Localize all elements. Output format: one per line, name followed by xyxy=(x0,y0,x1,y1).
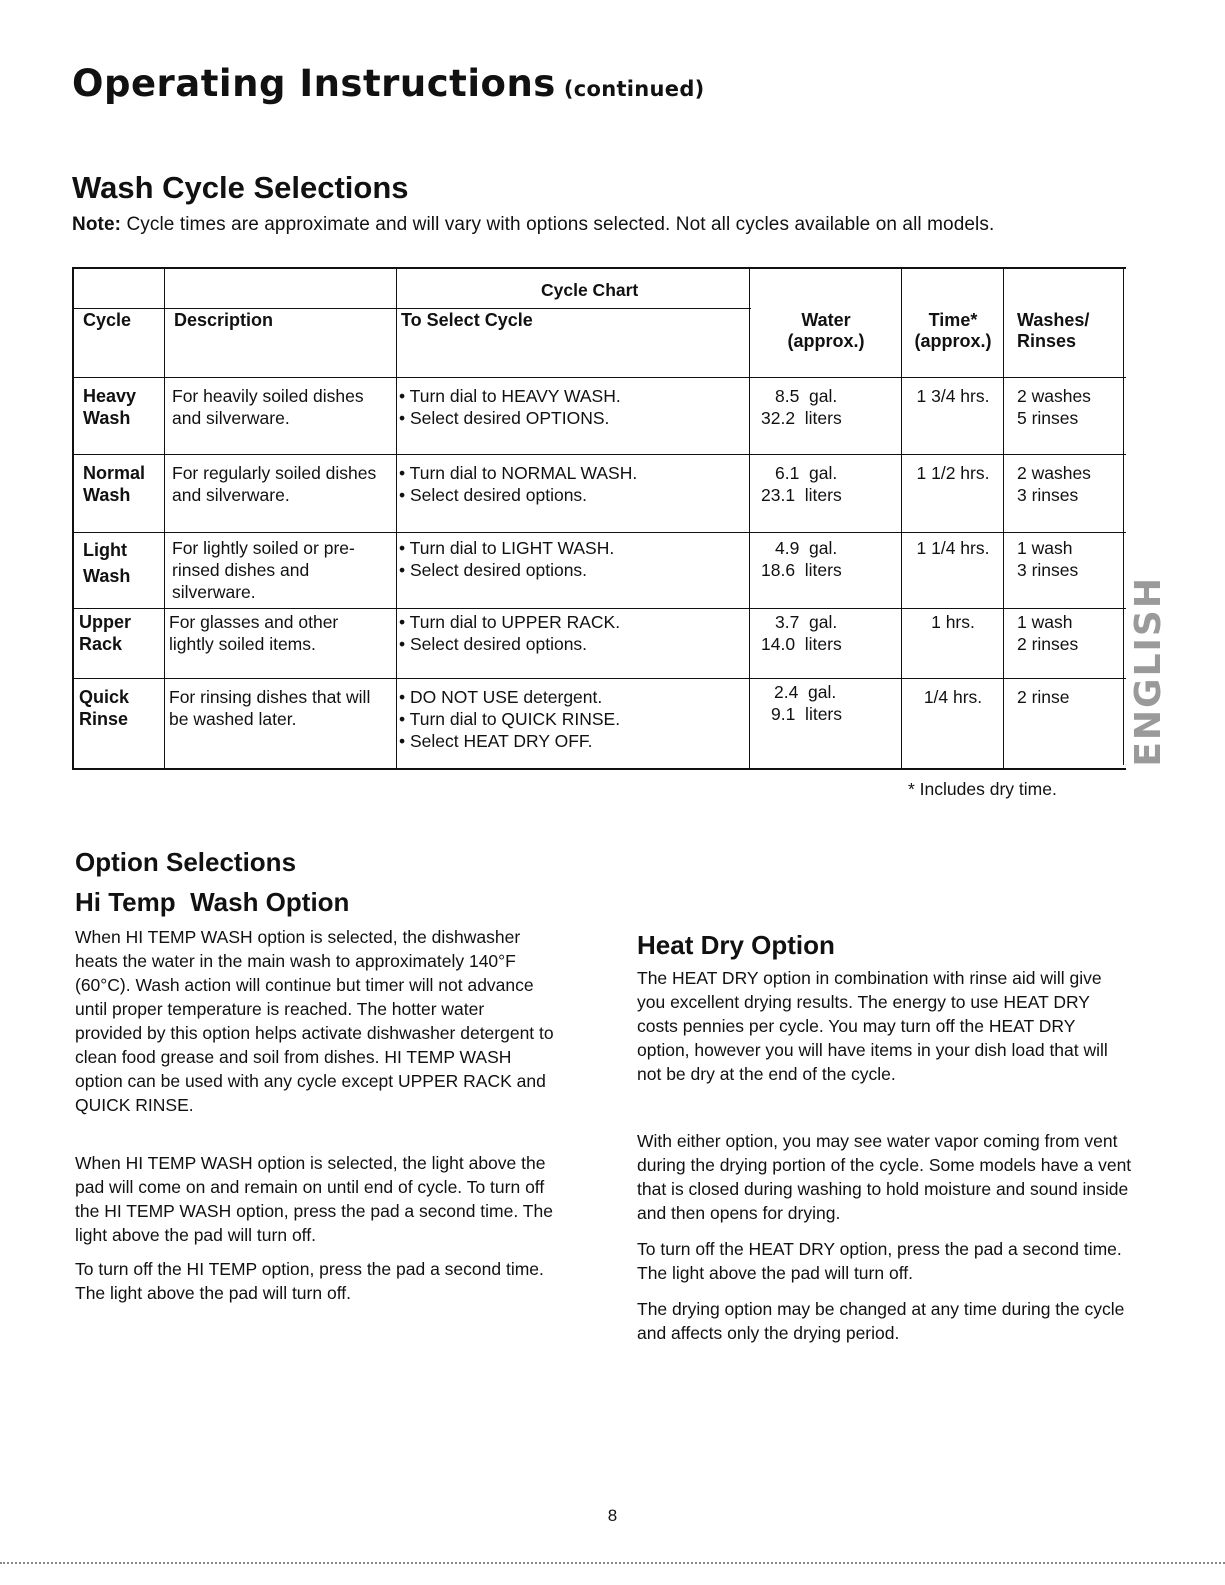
cycle-name-line2: Rinse xyxy=(79,709,129,729)
select-step: • Select desired options. xyxy=(399,560,588,580)
water-liters: 32.2 liters xyxy=(761,408,842,428)
heat-dry-paragraph-2: With either option, you may see water vapor coming from vent during the drying portion of the cycle. Some models have a vent that is closed during washing to hold moisture and sound inside and then opens for drying. xyxy=(637,1131,1132,1223)
select-step: • Turn dial to LIGHT WASH. xyxy=(399,538,615,558)
row-upper-select xyxy=(399,611,620,655)
chart-divider xyxy=(1003,269,1004,768)
row-upper-washes xyxy=(1017,611,1078,655)
row-quick-washes xyxy=(1017,686,1070,708)
row-normal-washes xyxy=(1017,462,1091,506)
header-water xyxy=(751,310,901,352)
row-light-water xyxy=(761,537,842,581)
select-step: • Turn dial to UPPER RACK. xyxy=(399,612,621,632)
note-text: Cycle times are approximate and will vary with options selected. Not all cycles available on all models. xyxy=(126,214,995,235)
row-heavy-water xyxy=(761,385,842,429)
washes-count: 2 washes xyxy=(1017,463,1091,483)
row-heavy-time: 1 3/4 hrs. xyxy=(916,386,990,406)
select-step: • Select HEAT DRY OFF. xyxy=(399,731,593,751)
row-normal-select xyxy=(399,462,637,506)
row-upper-time: 1 hrs. xyxy=(931,612,975,632)
select-step: • Select desired OPTIONS. xyxy=(399,408,610,428)
hi-temp-paragraph-3: To turn off the HI TEMP option, press the pad a second time. The light above the pad will turn off. xyxy=(75,1259,544,1303)
washes-count: 1 wash xyxy=(1017,612,1073,632)
chart-divider xyxy=(74,532,1126,533)
row-normal-cycle xyxy=(83,462,145,506)
row-upper-water xyxy=(761,611,842,655)
row-heavy-washes xyxy=(1017,385,1091,429)
chart-divider xyxy=(396,269,397,768)
cycle-name-line1: Quick xyxy=(79,687,130,707)
cycle-name-line1: Normal xyxy=(83,463,146,483)
row-upper-cycle xyxy=(79,611,131,655)
water-gallons: 4.9 gal. xyxy=(775,538,838,558)
row-quick-select xyxy=(399,686,620,752)
hi-temp-paragraph-1: When HI TEMP WASH option is selected, the dishwasher heats the water in the main wash to approximately 140°F (60°C). Wash action will continue but timer will not advance until proper temperature is reached. The hotter water provided by this option helps activate dishwasher detergent to clean food grease and soil from dishes. HI TEMP WASH option can be used with any cycle except UPPER RACK and QUICK RINSE. xyxy=(75,927,554,1115)
wash-cycle-heading: Wash Cycle Selections xyxy=(72,170,409,205)
page-title-suffix: (continued) xyxy=(563,77,705,101)
chart-divider xyxy=(749,269,750,768)
header-water-line1: Water xyxy=(801,310,851,330)
description-line2: lightly soiled items. xyxy=(169,634,316,654)
rinses-count: 2 rinses xyxy=(1017,634,1079,654)
row-heavy-select xyxy=(399,385,621,429)
note-label: Note: xyxy=(72,214,122,235)
heat-dry-heading: Heat Dry Option xyxy=(637,930,835,960)
select-step: • Turn dial to QUICK RINSE. xyxy=(399,709,621,729)
water-liters: 18.6 liters xyxy=(761,560,842,580)
header-time-line2: (approx.) xyxy=(914,331,992,351)
description-line2: be washed later. xyxy=(169,709,297,729)
description-line1: For rinsing dishes that will xyxy=(169,687,371,707)
row-quick-cycle xyxy=(79,686,129,730)
page-title xyxy=(72,62,705,105)
chart-divider xyxy=(74,454,1126,455)
chart-footnote: * Includes dry time. xyxy=(908,779,1057,799)
row-upper-description xyxy=(169,611,338,655)
header-time-line1: Time* xyxy=(928,310,978,330)
rinses-count: 3 rinses xyxy=(1017,485,1079,505)
description-line1: For glasses and other xyxy=(169,612,339,632)
cycle-note xyxy=(72,214,994,236)
row-light-washes xyxy=(1017,537,1078,581)
chart-title: Cycle Chart xyxy=(541,280,639,300)
row-quick-time: 1/4 hrs. xyxy=(923,687,983,707)
description-line2: rinsed dishes and xyxy=(172,560,310,580)
header-washes xyxy=(1017,310,1089,352)
select-step: • Turn dial to HEAVY WASH. xyxy=(399,386,621,406)
page-number: 8 xyxy=(607,1506,618,1525)
description-line3: silverware. xyxy=(172,582,256,602)
row-light-description xyxy=(172,537,355,603)
row-heavy-description xyxy=(172,385,364,429)
cycle-name-line1: Heavy xyxy=(83,386,137,406)
heat-dry-paragraph-4: The drying option may be changed at any time during the cycle and affects only the drying period. xyxy=(637,1299,1125,1343)
cycle-name-line1: Light xyxy=(83,540,127,560)
select-step: • Turn dial to NORMAL WASH. xyxy=(399,463,638,483)
cycle-name-line2: Wash xyxy=(83,408,131,428)
chart-divider xyxy=(74,608,1126,609)
rinses-count: 5 rinses xyxy=(1017,408,1079,428)
row-normal-description xyxy=(172,462,376,506)
rinses-count: 3 rinses xyxy=(1017,560,1079,580)
row-light-cycle xyxy=(83,537,130,589)
chart-divider xyxy=(74,308,751,309)
cycle-chart-table xyxy=(72,267,1126,770)
page-title-text: Operating Instructions xyxy=(72,62,556,105)
header-washes-line1: Washes/ xyxy=(1017,310,1090,330)
chart-divider xyxy=(1123,269,1124,765)
water-gallons: 8.5 gal. xyxy=(775,386,838,406)
header-cycle: Cycle xyxy=(83,310,132,330)
header-description: Description xyxy=(174,310,274,330)
washes-count: 1 wash xyxy=(1017,538,1073,558)
cycle-name-line2: Wash xyxy=(83,566,131,586)
water-liters: 14.0 liters xyxy=(761,634,842,654)
select-step: • Select desired options. xyxy=(399,485,588,505)
chart-divider xyxy=(164,269,165,768)
language-tab xyxy=(1126,573,1170,770)
description-line1: For heavily soiled dishes xyxy=(172,386,364,406)
header-time xyxy=(903,310,1003,352)
row-normal-water xyxy=(761,462,842,506)
row-light-time: 1 1/4 hrs. xyxy=(916,538,990,558)
water-liters: 9.1 liters xyxy=(771,704,842,724)
washes-count: 2 washes xyxy=(1017,386,1091,406)
heat-dry-paragraph-3: To turn off the HEAT DRY option, press the pad a second time. The light above the pad will turn off. xyxy=(637,1239,1122,1283)
hi-temp-heading: Hi Temp Wash Option xyxy=(75,887,350,917)
header-to-select: To Select Cycle xyxy=(401,310,533,330)
washes-count: 2 rinse xyxy=(1017,687,1070,707)
hi-temp-paragraph-2: When HI TEMP WASH option is selected, the light above the pad will come on and remain on until end of cycle. To turn off the HI TEMP WASH option, press the pad a second time. The light above the pad will turn off. xyxy=(75,1153,553,1245)
option-selections-heading: Option Selections xyxy=(75,847,297,877)
row-light-select xyxy=(399,537,614,581)
description-line1: For lightly soiled or pre- xyxy=(172,538,355,558)
water-gallons: 3.7 gal. xyxy=(775,612,838,632)
bottom-rule xyxy=(0,1562,1225,1564)
description-line1: For regularly soiled dishes xyxy=(172,463,377,483)
select-step: • Select desired options. xyxy=(399,634,588,654)
row-quick-water xyxy=(771,681,842,725)
header-washes-line2: Rinses xyxy=(1017,331,1077,351)
select-step: • DO NOT USE detergent. xyxy=(399,687,603,707)
row-quick-description xyxy=(169,686,370,730)
description-line2: and silverware. xyxy=(172,408,290,428)
water-gallons: 2.4 gal. xyxy=(774,682,837,702)
cycle-name-line2: Rack xyxy=(79,634,123,654)
chart-divider xyxy=(901,269,902,768)
water-gallons: 6.1 gal. xyxy=(775,463,838,483)
row-normal-time: 1 1/2 hrs. xyxy=(916,463,990,483)
cycle-name-line1: Upper xyxy=(79,612,132,632)
header-water-line2: (approx.) xyxy=(787,331,865,351)
chart-divider xyxy=(74,678,1126,679)
language-tab-label: ENGLISH xyxy=(1127,576,1169,767)
description-line2: and silverware. xyxy=(172,485,290,505)
cycle-name-line2: Wash xyxy=(83,485,131,505)
water-liters: 23.1 liters xyxy=(761,485,842,505)
heat-dry-paragraph-1: The HEAT DRY option in combination with rinse aid will give you excellent drying results. The energy to use HEAT DRY costs pennies per cycle. You may turn off the HEAT DRY option, however you will have items in your dish load that will not be dry at the end of the cycle. xyxy=(637,968,1108,1084)
chart-divider xyxy=(74,377,1126,378)
row-heavy-cycle xyxy=(83,385,136,429)
